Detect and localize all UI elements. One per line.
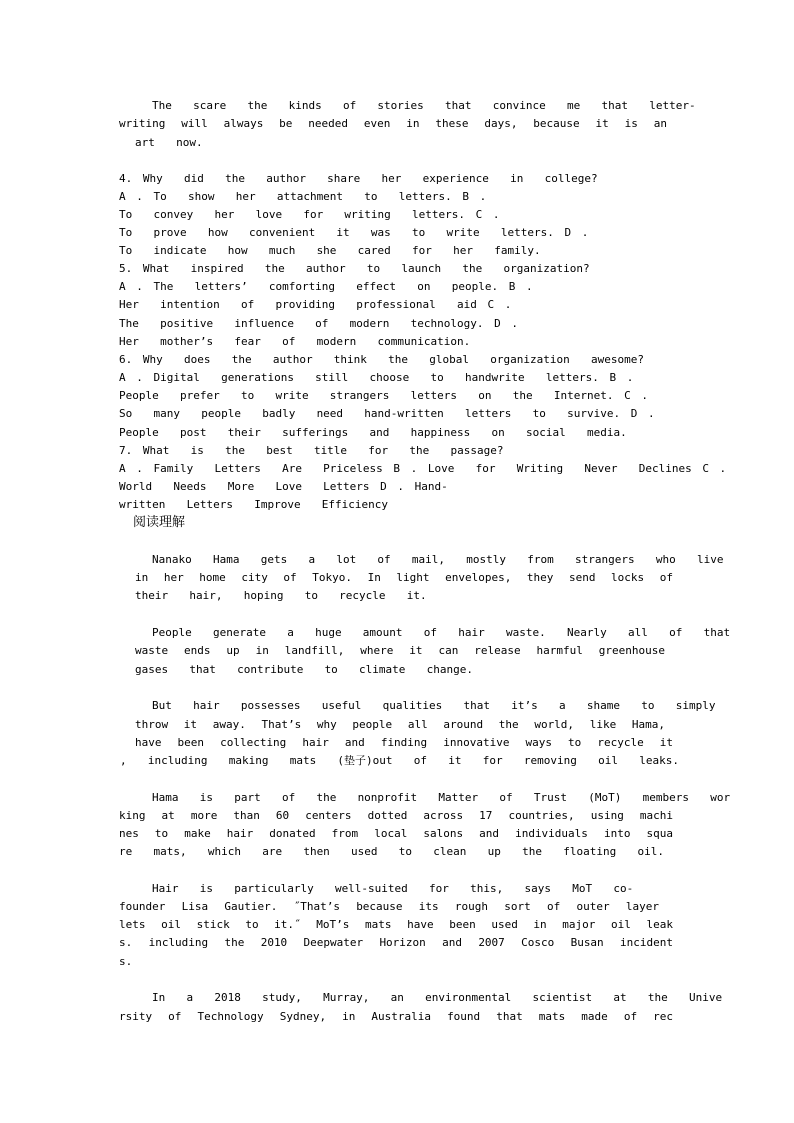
text-line: art now. bbox=[135, 136, 203, 149]
answer-option: To prove how convenient it was to write letters. D . bbox=[119, 226, 589, 239]
answer-option: People prefer to write strangers letters on the Internet. C . bbox=[119, 389, 648, 402]
text-line: king at more than 60 centers dotted across 17 countries, using machi bbox=[119, 809, 673, 822]
text-line: s. including the 2010 Deepwater Horizon and 2007 Cosco Busan incident bbox=[119, 936, 673, 949]
answer-option: The positive influence of modern technology. D . bbox=[119, 317, 518, 330]
text-line: writing will always be needed even in these days, because it is an bbox=[119, 117, 667, 130]
question-text: 7. What is the best title for the passage? bbox=[119, 444, 504, 457]
question-text: 6. Why does the author think the global organization awesome? bbox=[119, 353, 644, 366]
text-line: But hair possesses useful qualities that it’s a shame to simply bbox=[152, 699, 716, 712]
text-line: Nanako Hama gets a lot of mail, mostly from strangers who live bbox=[152, 553, 724, 566]
text-line: founder Lisa Gautier. ˝That’s because its rough sort of outer layer bbox=[119, 900, 659, 913]
section-heading: 阅读理解 bbox=[133, 515, 186, 530]
text-line: gases that contribute to climate change. bbox=[135, 663, 474, 676]
answer-option: A . To show her attachment to letters. B . bbox=[119, 190, 487, 203]
answer-option: So many people badly need hand-written letters to survive. D . bbox=[119, 407, 655, 420]
answer-option: A . Family Letters Are Priceless B . Love for Writing Never Declines C . bbox=[119, 462, 727, 475]
answer-option: written Letters Improve Efficiency bbox=[119, 498, 389, 511]
text-line: The scare the kinds of stories that convince me that letter- bbox=[152, 99, 696, 112]
answer-option: A . The letters’ comforting effect on people. B . bbox=[119, 280, 533, 293]
text-line: re mats, which are then used to clean up the floating oil. bbox=[119, 845, 664, 858]
answer-option: People post their sufferings and happiness on social media. bbox=[119, 426, 627, 439]
text-line: have been collecting hair and finding innovative ways to recycle it bbox=[135, 736, 673, 749]
text-line: in her home city of Tokyo. In light envelopes, they send locks of bbox=[135, 571, 673, 584]
text-line: throw it away. That’s why people all around the world, like Hama, bbox=[135, 718, 665, 731]
text-line: nes to make hair donated from local salons and individuals into squa bbox=[119, 827, 673, 840]
question-text: 5. What inspired the author to launch the organization? bbox=[119, 262, 590, 275]
text-line: Hair is particularly well-suited for this, says MoT co- bbox=[152, 882, 634, 895]
text-line: In a 2018 study, Murray, an environmental scientist at the Unive bbox=[152, 991, 723, 1004]
answer-option: World Needs More Love Letters D . Hand- bbox=[119, 480, 448, 493]
answer-option: To convey her love for writing letters. C . bbox=[119, 208, 500, 221]
answer-option: To indicate how much she cared for her family. bbox=[119, 244, 541, 257]
text-line: their hair, hoping to recycle it. bbox=[135, 589, 427, 602]
answer-option: A . Digital generations still choose to handwrite letters. B . bbox=[119, 371, 634, 384]
answer-option: Her intention of providing professional aid C . bbox=[119, 298, 512, 311]
text-line: Hama is part of the nonprofit Matter of Trust (MoT) members wor bbox=[152, 791, 731, 804]
text-line: People generate a huge amount of hair waste. Nearly all of that bbox=[152, 626, 731, 639]
text-line: waste ends up in landfill, where it can release harmful greenhouse bbox=[135, 644, 665, 657]
answer-option: Her mother’s fear of modern communication. bbox=[119, 335, 471, 348]
text-line: s. bbox=[119, 955, 133, 968]
text-line: rsity of Technology Sydney, in Australia found that mats made of rec bbox=[119, 1010, 673, 1023]
text-line: lets oil stick to it.˝ MoT’s mats have been used in major oil leak bbox=[119, 918, 673, 931]
text-line: , including making mats (垫子)out of it for removing oil leaks. bbox=[120, 754, 679, 767]
question-text: 4. Why did the author share her experience in college? bbox=[119, 172, 598, 185]
